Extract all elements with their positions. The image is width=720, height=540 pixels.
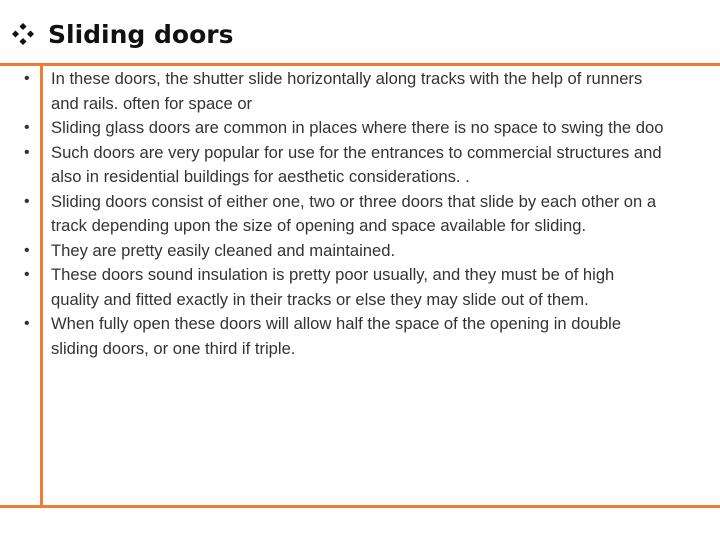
bullet-text-line: When fully open these doors will allow half the space of the opening in double [51, 314, 622, 333]
bullet-text-line: track depending upon the size of opening and space available for sliding. [51, 216, 587, 235]
bottom-divider [0, 505, 720, 508]
bullet-text-line: also in residential buildings for aesthetic considerations. . [51, 167, 470, 186]
bullet-dot-icon: • [24, 143, 30, 161]
bullet-text-line: These doors sound insulation is pretty poor usually, and they must be of high [51, 265, 615, 284]
bullet-dot-icon: • [24, 192, 30, 210]
bullet-text-line: Sliding doors consist of either one, two or three doors that slide by each other on a [51, 191, 657, 211]
bullet-dot-icon: • [24, 119, 30, 136]
bullet-item [24, 67, 720, 116]
bullet-item [24, 190, 720, 239]
top-divider [0, 63, 720, 66]
bullet-item [24, 116, 720, 141]
slide-title-row [12, 18, 233, 50]
bullet-text-line: and rails. often for space or [51, 93, 253, 113]
bullet-item [24, 263, 720, 312]
bullet-dot-icon: • [24, 241, 30, 259]
bullet-text-line: sliding doors, or one third if triple. [51, 338, 296, 358]
diamond-bullet-icon [12, 23, 34, 45]
bullet-text-line: In these doors, the shutter slide horizontally along tracks with the help of runners [51, 69, 643, 88]
bullet-item [24, 312, 720, 361]
bullet-dot-icon: • [24, 315, 30, 332]
bullet-text-line: They are pretty easily cleaned and maintained. [51, 240, 396, 260]
bullet-list [24, 67, 720, 361]
bullet-dot-icon: • [24, 70, 30, 87]
bullet-item [24, 141, 720, 190]
bullet-text-line: Sliding glass doors are common in places where there is no space to swing the doo [51, 118, 664, 137]
bullet-item [24, 239, 720, 264]
slide-title: Sliding doors [48, 19, 234, 49]
bullet-dot-icon: • [24, 266, 30, 283]
bullet-text-line: quality and fitted exactly in their tracks or else they may slide out of them. [51, 289, 589, 309]
bullet-text-line: Such doors are very popular for use for the entrances to commercial structures and [51, 142, 662, 162]
